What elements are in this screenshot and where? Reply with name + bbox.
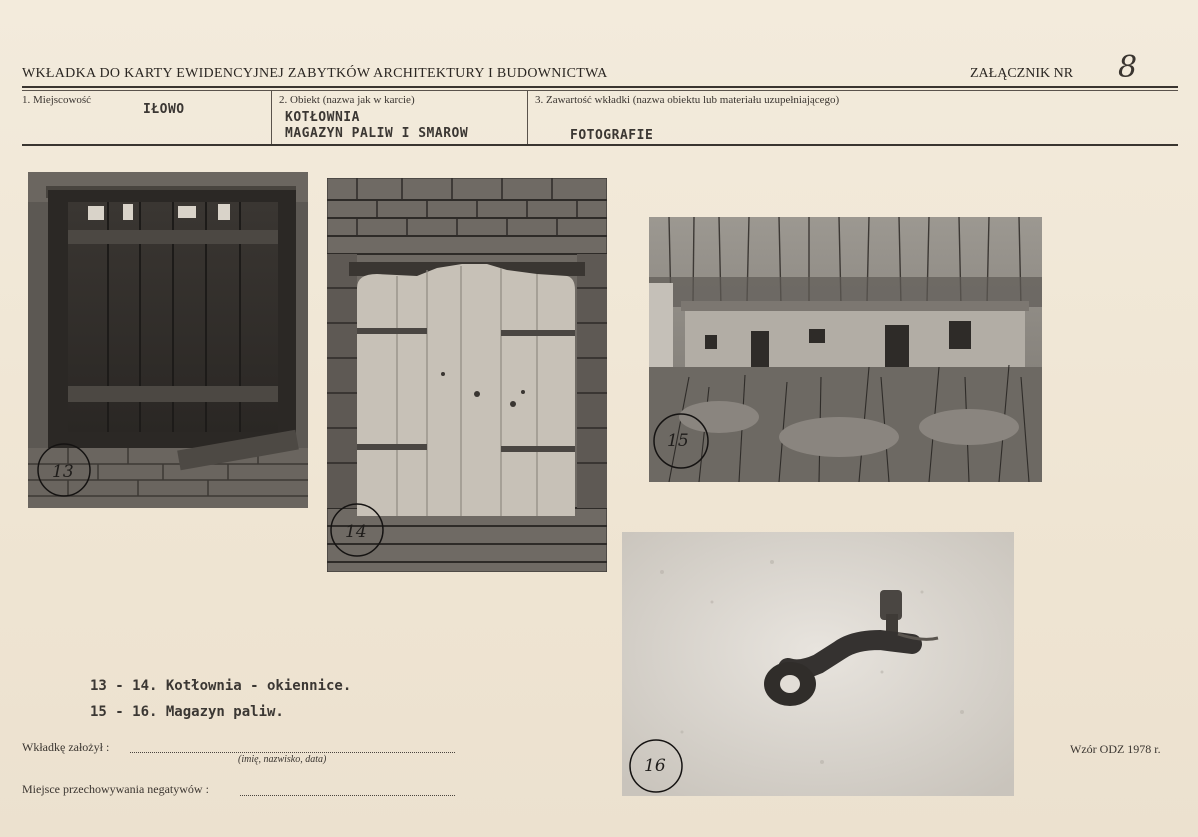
content-label: 3. Zawartość wkładki (nazwa obiektu lub materiału uzupełniającego) xyxy=(535,94,840,106)
photo-13-number: 13 xyxy=(52,462,74,482)
photo-14-number: 14 xyxy=(345,522,367,542)
object-value-2: MAGAZYN PALIW I SMAROW xyxy=(285,126,469,141)
object-value-1: KOTŁOWNIA xyxy=(285,110,360,125)
object-label: 2. Obiekt (nazwa jak w karcie) xyxy=(279,94,415,106)
annex-label: ZAŁĄCZNIK NR xyxy=(970,66,1074,81)
inserted-by-label: Wkładkę założył : xyxy=(22,740,110,754)
header-rule xyxy=(22,86,1178,88)
form-label: Wzór ODZ 1978 r. xyxy=(1070,742,1161,756)
fields-rule xyxy=(22,144,1178,146)
photo-13-image xyxy=(28,172,308,508)
negatives-label: Miejsce przechowywania negatywów : xyxy=(22,782,209,796)
photo-15 xyxy=(649,217,1042,482)
photo-13 xyxy=(28,172,308,508)
field-divider-1 xyxy=(271,91,272,145)
photo-14-image xyxy=(327,178,607,572)
sheet-title: WKŁADKA DO KARTY EWIDENCYJNEJ ZABYTKÓW ARCHITEKTURY I BUDOWNICTWA xyxy=(22,66,608,81)
annex-number: 8 xyxy=(1118,50,1138,85)
photo-15-image xyxy=(649,217,1042,482)
inserted-by-sub: (imię, nazwisko, data) xyxy=(238,754,327,765)
caption-line-2: 15 - 16. Magazyn paliw. xyxy=(90,704,284,720)
content-value: FOTOGRAFIE xyxy=(570,128,654,143)
header-rule-thin xyxy=(22,90,1178,91)
locality-value: IŁOWO xyxy=(143,102,185,117)
photo-16-image xyxy=(622,532,1014,796)
photo-14 xyxy=(327,178,607,572)
photo-15-number: 15 xyxy=(667,431,689,451)
caption-line-1: 13 - 14. Kotłownia - okiennice. xyxy=(90,678,352,694)
photo-16 xyxy=(622,532,1014,796)
negatives-line xyxy=(240,795,455,796)
photo-16-number: 16 xyxy=(644,756,666,776)
locality-label: 1. Miejscowość xyxy=(22,94,92,106)
inserted-by-line xyxy=(130,752,455,753)
field-divider-2 xyxy=(527,91,528,145)
